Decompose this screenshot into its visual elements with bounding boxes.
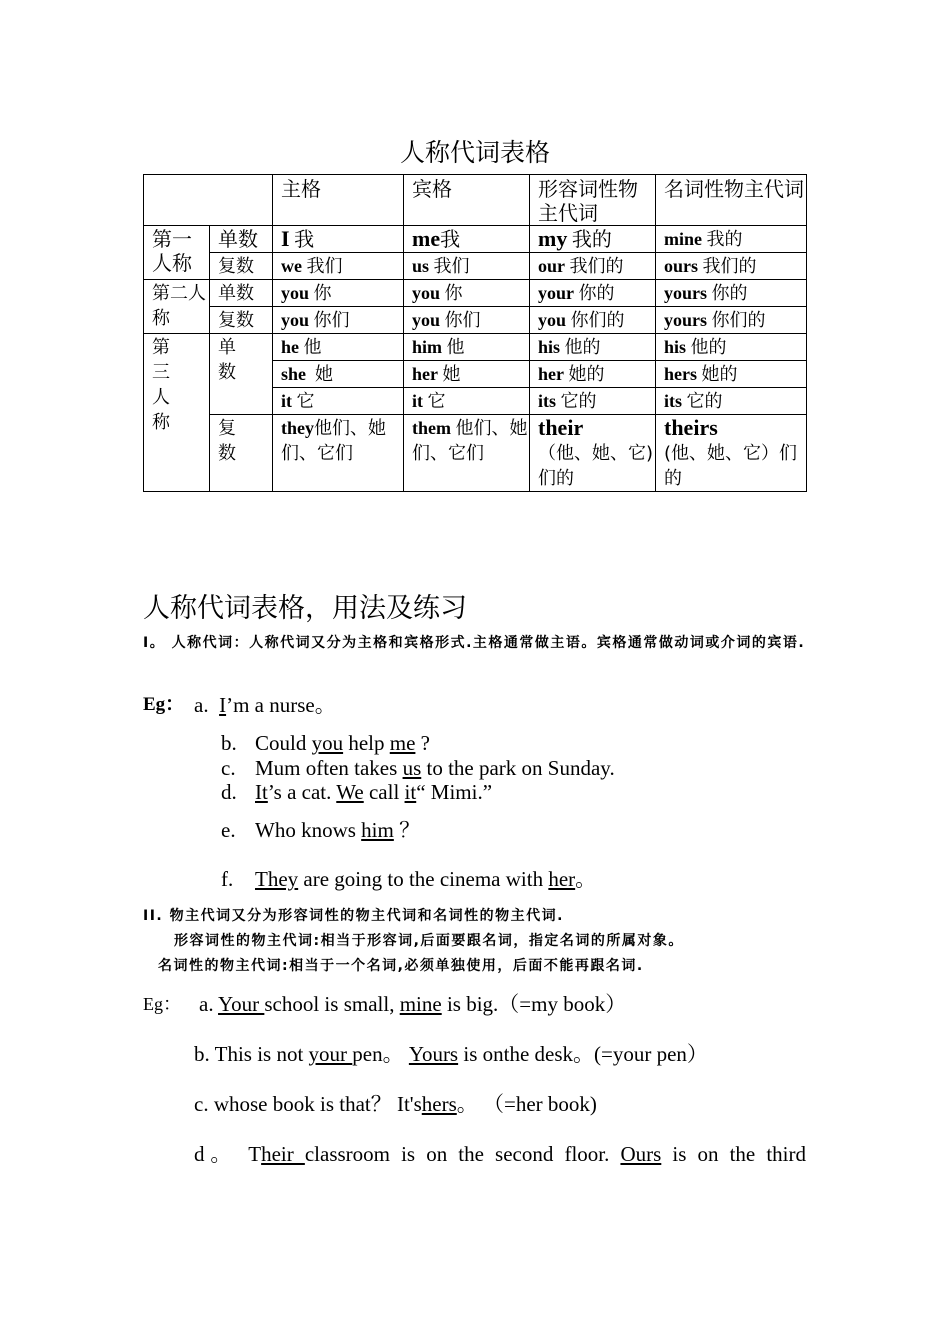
header-objective: 宾格	[404, 175, 530, 226]
cell-him: him 他	[404, 334, 530, 361]
table-row	[144, 253, 807, 280]
table-row	[144, 334, 807, 361]
pronoun-table	[143, 174, 807, 492]
cell-yours-pl: yours 你们的	[656, 307, 807, 334]
cell-your: your 你的	[530, 280, 656, 307]
cell-you-pl-adj: you 你们的	[530, 307, 656, 334]
cell-she: she 她	[273, 361, 404, 388]
table-row	[144, 415, 807, 492]
header-blank	[144, 175, 273, 226]
cell-its-noun: its 它的	[656, 388, 807, 415]
example-d: d. It’s a cat. We call it“ Mimi.”	[221, 780, 493, 804]
plural-label: 复数	[210, 415, 273, 492]
header-noun-possessive: 名词性物主代词	[656, 175, 807, 226]
cell-me: me我	[404, 226, 530, 253]
table-header-row	[144, 175, 807, 226]
example-c: c. Mum often takes us to the park on Sunday.	[221, 756, 615, 780]
cell-it: it 它	[273, 388, 404, 415]
plural-label: 复数	[210, 307, 273, 334]
example-b: b. Could you help me ?	[221, 731, 430, 755]
header-nominative: 主格	[273, 175, 404, 226]
part2-line3: 名词性的物主代词:相当于一个名词,必须单独使用，后面不能再跟名词.	[158, 958, 644, 974]
cell-them: them 他们、她们、它们	[404, 415, 530, 492]
cell-you-pl: you 你们	[273, 307, 404, 334]
example2-b: b. This is not your pen。 Yours is onthe desk。(=your pen）	[194, 1042, 708, 1066]
cell-our: our 我们的	[530, 253, 656, 280]
cell-his: his 他的	[530, 334, 656, 361]
example2-c: c. whose book is that？ It'shers。 （=her book)	[194, 1092, 597, 1116]
cell-you: you 你	[273, 280, 404, 307]
table-title: 人称代词表格	[399, 138, 550, 167]
cell-he: he 他	[273, 334, 404, 361]
table-row	[144, 280, 807, 307]
cell-yours: yours 你的	[656, 280, 807, 307]
second-person-label: 第二人称	[144, 280, 210, 334]
cell-my: my 我的	[530, 226, 656, 253]
part2-line2: 形容词性的物主代词:相当于形容词,后面要跟名词，指定名词的所属对象。	[174, 933, 684, 949]
example-f: f. They are going to the cinema with her。	[221, 867, 597, 891]
cell-their: their （他、她、它)们的	[530, 415, 656, 492]
cell-us: us 我们	[404, 253, 530, 280]
cell-hers: hers 她的	[656, 361, 807, 388]
cell-theirs: theirs (他、她、它）们的	[656, 415, 807, 492]
singular-label: 单数	[210, 226, 273, 253]
cell-its: its 它的	[530, 388, 656, 415]
cell-it-obj: it 它	[404, 388, 530, 415]
cell-her-adj: her 她的	[530, 361, 656, 388]
section-title: 人称代词表格，用法及练习	[143, 593, 467, 624]
singular-label: 单数	[210, 280, 273, 307]
part1-note: I。 人称代词：人称代词又分为主格和宾格形式.主格通常做主语。宾格通常做动词或介词的宾语.	[143, 635, 806, 651]
plural-label: 复数	[210, 253, 273, 280]
table-row	[144, 307, 807, 334]
cell-they: they他们、她们、它们	[273, 415, 404, 492]
cell-we: we 我们	[273, 253, 404, 280]
example2-d: d。 Their classroom is on the second floor. Ours is on the third	[194, 1142, 806, 1166]
third-person-label: 第三人称	[144, 334, 210, 492]
cell-ours: ours 我们的	[656, 253, 807, 280]
cell-you-pl-obj: you 你们	[404, 307, 530, 334]
eg2-label: Eg：	[143, 994, 181, 1014]
cell-his-noun: his 他的	[656, 334, 807, 361]
example-e: e. Who knows him ？	[221, 818, 421, 842]
singular-label: 单数	[210, 334, 273, 415]
cell-her-obj: her 她	[404, 361, 530, 388]
header-adjective-possessive: 形容词性物主代词	[530, 175, 656, 226]
eg-label: Eg：	[143, 694, 185, 715]
cell-you-obj: you 你	[404, 280, 530, 307]
part2-line1: II. 物主代词又分为形容词性的物主代词和名词性的物主代词.	[143, 908, 564, 924]
example2-a: a. Your school is small, mine is big.（=my book）	[199, 992, 627, 1016]
table-row	[144, 226, 807, 253]
example-a: a. I’m a nurse。	[194, 693, 336, 717]
cell-I: I 我	[273, 226, 404, 253]
first-person-label: 第一人称	[144, 226, 210, 280]
cell-mine: mine 我的	[656, 226, 807, 253]
